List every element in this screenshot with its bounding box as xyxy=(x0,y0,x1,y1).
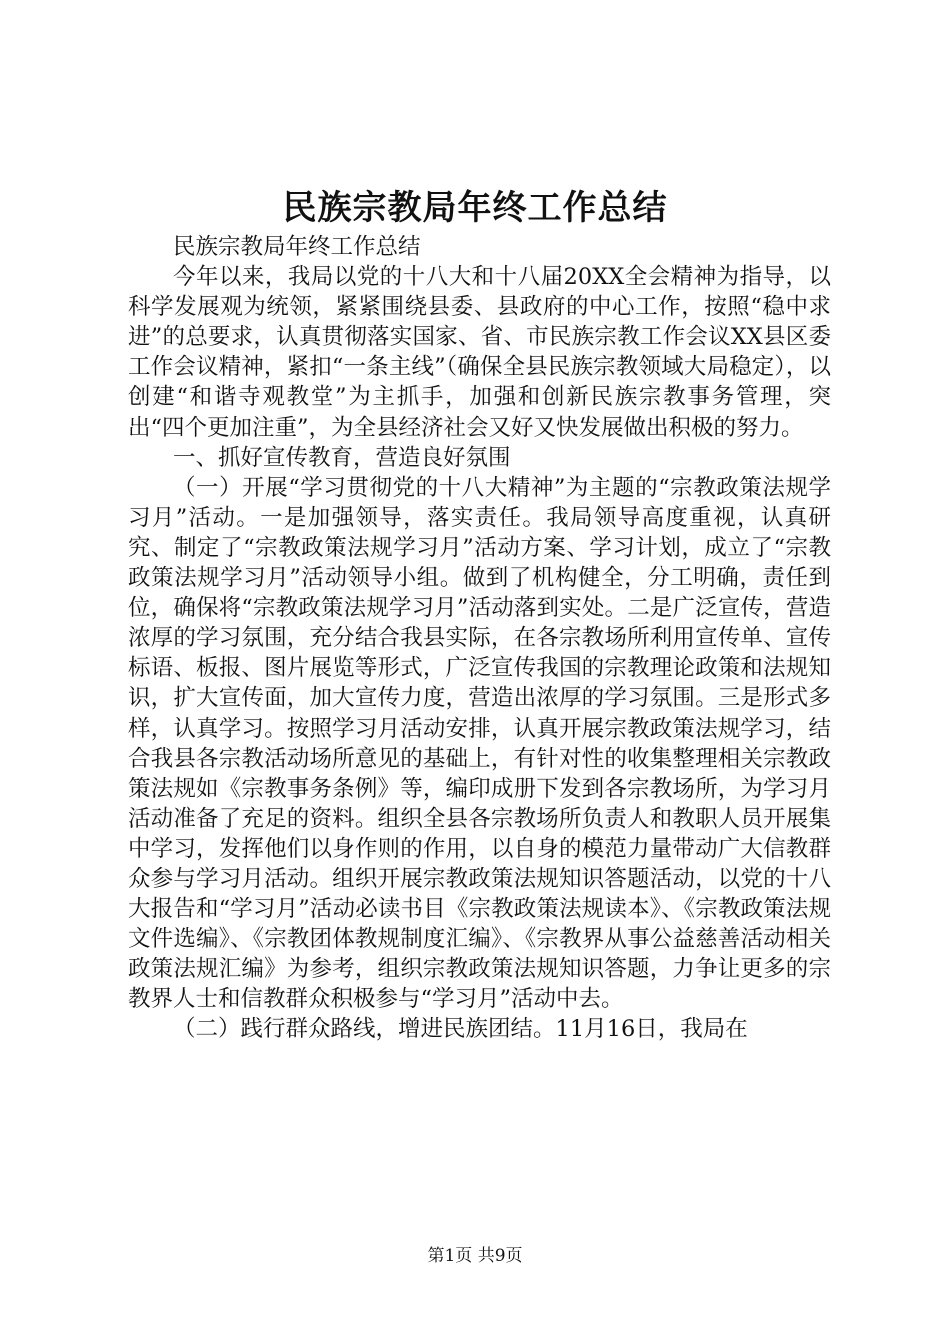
section-heading-1: 一、抓好宣传教育，营造良好氛围 xyxy=(173,444,511,471)
body-paragraph-intro: 今年以来，我局以党的十八大和十八届20XX全会精神为指导，以科学发展观为统领，紧紧围绕县委、县政府的中心工作，按照“稳中求进”的总要求，认真贯彻落实国家、省、市民族宗教工作会议XX县区委工作会议精神，紧扣“一条主线”（确保全县民族宗教领域大局稳定），以创建“和谐寺观教堂”为主抓手，加强和创新民族宗教事务管理，突出“四个更加注重”，为全县经济社会又好又快发展做出积极的努力。 xyxy=(128,264,831,441)
page-number-footer: 第1页 共9页 xyxy=(427,1246,523,1266)
document-title: 民族宗教局年终工作总结 xyxy=(282,188,668,228)
body-subtitle-paragraph: 民族宗教局年终工作总结 xyxy=(173,234,421,260)
document-body xyxy=(128,232,831,1045)
body-paragraph-section-1-2: （二）践行群众路线，增进民族团结。11月16日，我局在 xyxy=(173,1016,748,1043)
body-paragraph-section-1-1: （一）开展“学习贯彻党的十八大精神”为主题的“宗教政策法规学习月”活动。一是加强领导，落实责任。我局领导高度重视，认真研究、制定了“宗教政策法规学习月”活动方案、学习计划，成立了“宗教政策法规学习月”活动领导小组。做到了机构健全，分工明确，责任到位，确保将“宗教政策法规学习月”活动落到实处。二是广泛宣传，营造浓厚的学习氛围，充分结合我县实际，在各宗教场所利用宣传单、宣传标语、板报、图片展览等形式，广泛宣传我国的宗教理论政策和法规知识，扩大宣传面，加大宣传力度，营造出浓厚的学习氛围。三是形式多样，认真学习。按照学习月活动安排，认真开展宗教政策法规学习，结合我县各宗教活动场所意见的基础上，有针对性的收集整理相关宗教政策法规如《宗教事务条例》等，编印成册下发到各宗教场所，为学习月活动准备了充足的资料。组织全县各宗教场所负责人和教职人员开展集中学习，发挥他们以身作则的作用，以自身的模范力量带动广大信教群众参与学习月活动。组织开展宗教政策法规知识答题活动，以党的十八大报告和“学习月”活动必读书目《宗教政策法规读本》、《宗教政策法规文件选编》、《宗教团体教规制度汇编》、《宗教界从事公益慈善活动相关政策法规汇编》为参考，组织宗教政策法规知识答题，力争让更多的宗教界人士和信教群众积极参与“学习月”活动中去。 xyxy=(128,474,831,1013)
